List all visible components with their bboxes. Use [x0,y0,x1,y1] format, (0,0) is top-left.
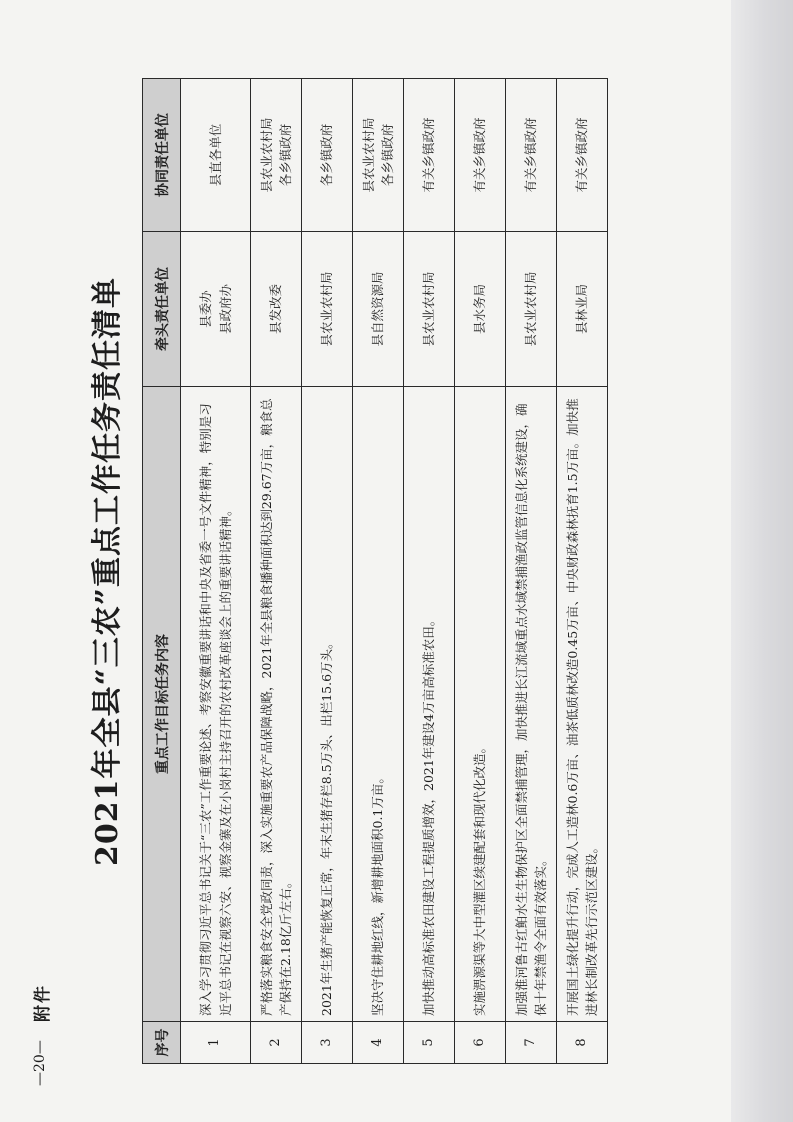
task-content: 加快推动高标准农田建设工程提质增效，2021年建设4万亩高标准农田。 [404,387,455,1022]
lead-unit-line: 县政府办 [217,284,233,335]
task-content: 加强淮河鲁古红鲌水生生物保护区全面禁捕管理，加快推进长江流域重点水域禁捕渔政监管信息化系统建设，确保十年禁渔令全面有效落实。 [506,387,557,1022]
table-row [404,79,455,1064]
assist-unit-line: 各乡镇政府 [380,123,395,187]
assist-unit-line: 各乡镇政府 [319,123,335,187]
rotated-document [82,79,628,1064]
assist-unit [251,79,302,232]
lead-unit [353,232,404,387]
assist-unit [506,79,557,232]
assist-unit [353,79,404,232]
task-content: 坚决守住耕地红线，新增耕地面积0.1万亩。 [353,387,404,1022]
lead-unit-line: 县农业农村局 [421,271,437,347]
row-number: 7 [506,1022,557,1064]
lead-unit [506,232,557,387]
scan-edge-shadow [731,0,793,1122]
assist-unit [557,79,608,232]
lead-unit-line: 县委办 [198,290,214,328]
assist-unit-line: 县农业农村局 [258,117,274,193]
table-row [181,79,251,1064]
task-content: 严格落实粮食安全党政同责，深入实施重要农产品保障战略，2021年全县粮食播种面积达到29.67万亩，粮食总产保持在2.18亿斤左右。 [251,387,302,1022]
lead-unit [302,232,353,387]
assist-unit [181,79,251,232]
row-number: 3 [302,1022,353,1064]
table-row [557,79,608,1064]
assist-unit-line: 有关乡镇政府 [574,117,590,193]
row-number: 6 [455,1022,506,1064]
document-title: 2021年全县“三农”重点工作任务责任清单 [90,277,125,867]
task-content: 实施淠源渠等大中型灌区续建配套和现代化改造。 [455,387,506,1022]
header-content: 重点工作目标任务内容 [143,387,181,1022]
header-no: 序号 [143,1022,181,1064]
table-row [302,79,353,1064]
table-row [251,79,302,1064]
lead-unit [251,232,302,387]
assist-unit-line: 县直各单位 [207,123,223,187]
task-content: 开展国土绿化提升行动，完成人工造林0.6万亩、油茶低质林改造0.45万亩、中央财政森林抚育1.5万亩。加快推进林长制改革先行示范区建设。 [557,387,608,1022]
lead-unit-line: 县林业局 [574,284,590,335]
assist-unit [302,79,353,232]
assist-unit [404,79,455,232]
lead-unit-line: 县水务局 [472,284,488,335]
lead-unit [404,232,455,387]
assist-unit-line: 有关乡镇政府 [523,117,539,193]
row-number: 1 [181,1022,251,1064]
task-content: 深入学习贯彻习近平总书记关于“三农”工作重要论述、考察安徽重要讲话和中央及省委一号文件精神，特别是习近平总书记在视察六安、视察金寨及在小岗村主持召开的农村改革座谈会上的重要讲话精神。 [181,387,251,1022]
row-number: 5 [404,1022,455,1064]
attachment-label: 附件 [33,984,53,1022]
assist-unit-line: 有关乡镇政府 [421,117,437,193]
header-lead-unit: 牵头责任单位 [143,232,181,387]
responsibility-table [142,78,608,1064]
table-row [353,79,404,1064]
row-number: 8 [557,1022,608,1064]
assist-unit-line: 县农业农村局 [360,117,376,193]
lead-unit-line: 县农业农村局 [523,271,539,347]
header-assist-unit: 协同责任单位 [143,79,181,232]
table-header-row [143,79,181,1064]
lead-unit-line: 县自然资源局 [370,271,386,347]
lead-unit [181,232,251,387]
assist-unit [455,79,506,232]
table-row [455,79,506,1064]
lead-unit [455,232,506,387]
lead-unit-line: 县农业农村局 [319,271,335,347]
row-number: 4 [353,1022,404,1064]
assist-unit-line: 有关乡镇政府 [472,117,488,193]
page-number: —20— [32,1040,48,1086]
table-row [506,79,557,1064]
lead-unit [557,232,608,387]
lead-unit-line: 县发改委 [268,284,284,335]
assist-unit-line: 各乡镇政府 [278,123,293,187]
row-number: 2 [251,1022,302,1064]
task-content: 2021年生猪产能恢复正常，年末生猪存栏8.5万头、出栏15.6万头。 [302,387,353,1022]
